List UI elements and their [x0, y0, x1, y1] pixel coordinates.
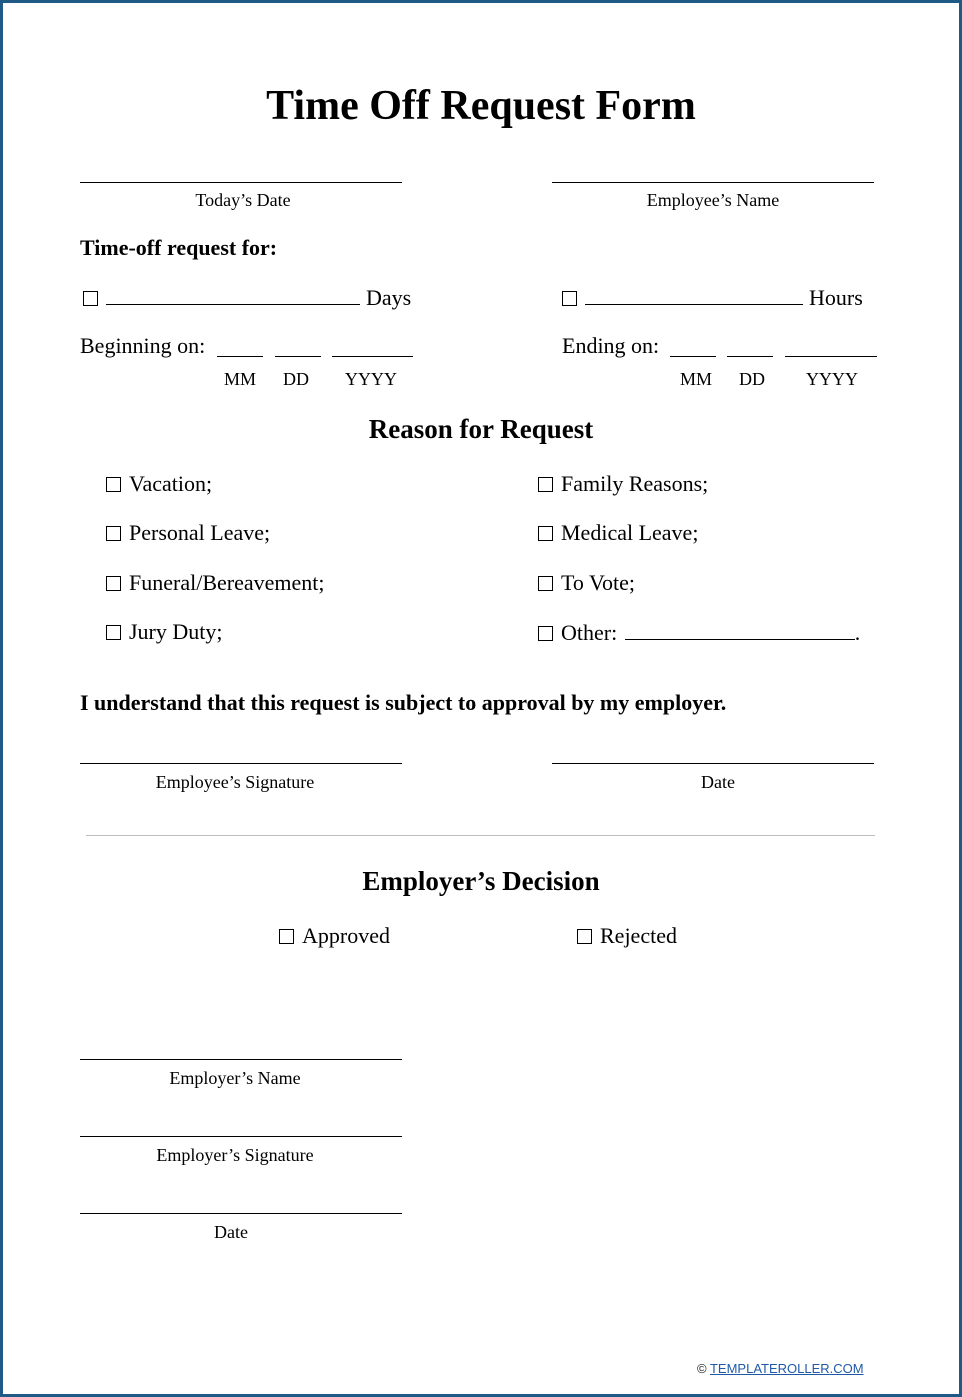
approved-checkbox[interactable] [279, 929, 294, 944]
ending-yyyy-label: YYYY [806, 369, 858, 389]
funeral-bereavement-label: Funeral/Bereavement; [129, 570, 325, 595]
family-reasons-label: Family Reasons; [561, 471, 709, 496]
employer-signature-line[interactable] [80, 1136, 402, 1137]
rejected-checkbox[interactable] [577, 929, 592, 944]
copyright-symbol: © [697, 1361, 707, 1376]
beginning-mm-label: MM [224, 369, 257, 389]
jury-duty-label: Jury Duty; [129, 619, 223, 644]
footer [697, 1361, 864, 1376]
hours-label: Hours [809, 285, 863, 310]
reason-option-family [538, 471, 708, 497]
to-vote-checkbox[interactable] [538, 576, 553, 591]
approved-label: Approved [302, 923, 390, 948]
jury-duty-checkbox[interactable] [106, 625, 121, 640]
reason-option-other [538, 619, 860, 646]
reason-option-medical [538, 520, 698, 546]
reason-option-vote [538, 570, 635, 596]
rejected-option [577, 923, 677, 949]
other-label: Other: [561, 620, 618, 645]
medical-leave-label: Medical Leave; [561, 520, 699, 545]
funeral-bereavement-checkbox[interactable] [106, 576, 121, 591]
reason-option-jury [106, 619, 223, 645]
reason-heading: Reason for Request [368, 414, 594, 444]
employee-name-line[interactable] [552, 182, 874, 183]
approved-option [279, 923, 390, 949]
signature-date-label: Date [701, 772, 735, 792]
employee-signature-line[interactable] [80, 763, 402, 764]
other-blank[interactable] [625, 619, 855, 640]
rejected-label: Rejected [600, 923, 677, 948]
reason-option-vacation [106, 471, 212, 497]
days-checkbox[interactable] [83, 291, 98, 306]
beginning-row [80, 333, 205, 359]
other-checkbox[interactable] [538, 626, 553, 641]
beginning-yyyy-blank[interactable] [332, 356, 413, 357]
ending-mm-blank[interactable] [670, 356, 716, 357]
ending-row [562, 333, 659, 359]
employee-name-label: Employee’s Name [646, 190, 780, 210]
employer-date-label: Date [214, 1222, 248, 1242]
decision-heading: Employer’s Decision [362, 866, 600, 896]
days-blank[interactable] [106, 284, 360, 305]
todays-date-line[interactable] [80, 182, 402, 183]
reason-option-personal [106, 520, 270, 546]
days-row [83, 284, 411, 311]
vacation-checkbox[interactable] [106, 477, 121, 492]
ending-dd-label: DD [739, 369, 765, 389]
ending-mm-label: MM [680, 369, 713, 389]
templateroller-link[interactable]: TEMPLATEROLLER.COM [709, 1361, 864, 1376]
section-divider [86, 835, 875, 836]
beginning-dd-blank[interactable] [275, 356, 321, 357]
personal-leave-label: Personal Leave; [129, 520, 271, 545]
beginning-mm-blank[interactable] [217, 356, 263, 357]
employer-date-line[interactable] [80, 1213, 402, 1214]
hours-blank[interactable] [585, 284, 803, 305]
hours-checkbox[interactable] [562, 291, 577, 306]
employer-signature-label: Employer’s Signature [156, 1145, 314, 1165]
beginning-yyyy-label: YYYY [345, 369, 397, 389]
personal-leave-checkbox[interactable] [106, 526, 121, 541]
vacation-label: Vacation; [129, 471, 213, 496]
ending-label: Ending on: [562, 333, 660, 358]
beginning-dd-label: DD [283, 369, 309, 389]
medical-leave-checkbox[interactable] [538, 526, 553, 541]
other-suffix: . [854, 620, 861, 645]
ending-dd-blank[interactable] [727, 356, 773, 357]
form-title: Time Off Request Form [266, 83, 696, 129]
beginning-label: Beginning on: [80, 333, 206, 358]
ending-yyyy-blank[interactable] [785, 356, 877, 357]
reason-option-funeral [106, 570, 324, 596]
todays-date-label: Today’s Date [195, 190, 291, 210]
time-off-heading: Time-off request for: [80, 235, 278, 260]
days-label: Days [366, 285, 412, 310]
employer-name-line[interactable] [80, 1059, 402, 1060]
hours-row [562, 284, 863, 311]
family-reasons-checkbox[interactable] [538, 477, 553, 492]
to-vote-label: To Vote; [561, 570, 636, 595]
employer-name-label: Employer’s Name [169, 1068, 301, 1088]
employee-signature-label: Employee’s Signature [155, 772, 315, 792]
acknowledgement-text: I understand that this request is subject to approval by my employer. [80, 690, 727, 715]
signature-date-line[interactable] [552, 763, 874, 764]
